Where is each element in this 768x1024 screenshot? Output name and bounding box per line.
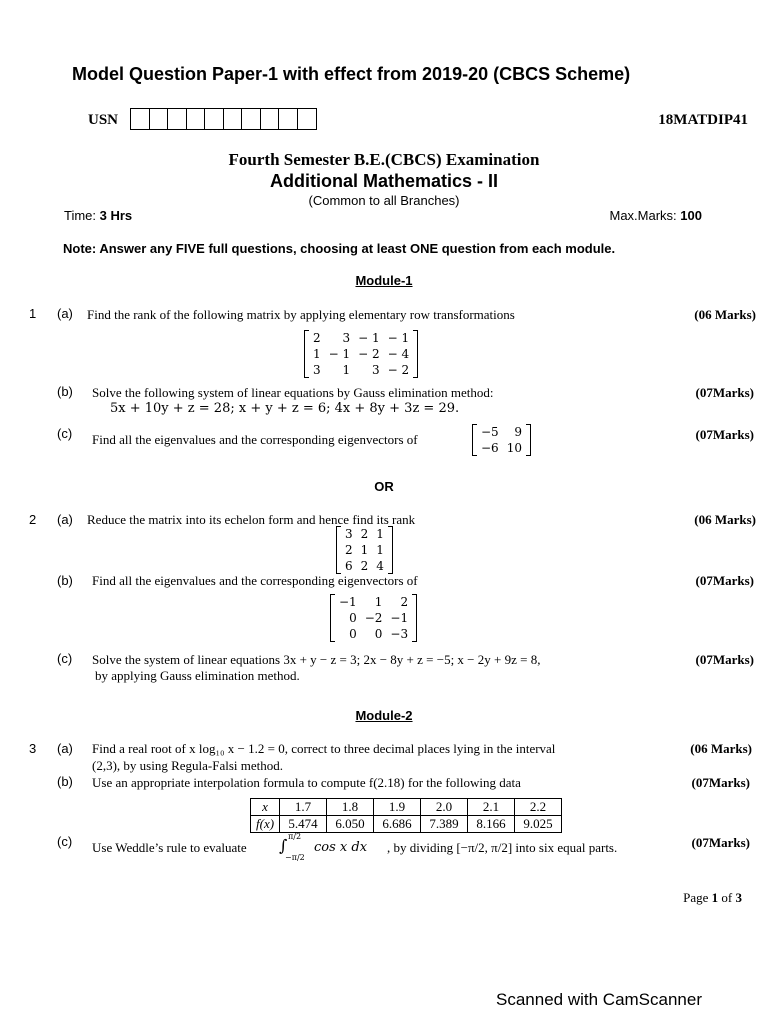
part-label: (b) [57,573,73,588]
table-header-x: x [251,799,280,816]
usn-box [168,109,187,129]
integral-sign: ∫ [279,836,288,855]
question-number: 3 [29,741,37,756]
marks-label: (07Marks) [691,775,750,790]
question-text: Find the rank of the following matrix by applying elementary row transformations [87,307,515,322]
table-cell-fx: 6.686 [374,816,421,833]
semester-heading: Fourth Semester B.E.(CBCS) Examination [228,150,540,169]
table-cell-x: 2.2 [515,799,562,816]
matrix-entry: 2 [400,595,409,609]
matrix-entry: 1 [360,543,369,557]
common-note: (Common to all Branches) [308,193,460,208]
matrix-entry: 6 [345,559,353,573]
question-text: Use an appropriate interpolation formula to compute f(2.18) for the following data [92,775,521,790]
matrix-entry: 9 [514,425,522,439]
table-cell-x: 2.0 [421,799,468,816]
question-text: Find all the eigenvalues and the corresponding eigenvectors of [92,432,418,447]
usn-box [131,109,150,129]
matrix-entry: −5 [481,425,499,439]
question-text: Solve the system of linear equations 3x + y − z = 3; 2x − 8y + z = −5; x − 2y + 9z = 8, [92,652,541,667]
usn-boxes [130,108,317,130]
usn-box [150,109,169,129]
matrix-entry: 3 [372,363,380,377]
integral-upper-limit: π/2 [288,832,302,841]
table-cell-fx: 8.166 [468,816,515,833]
subject-code: 18MATDIP41 [658,112,748,128]
question-number: 2 [29,512,37,527]
table-cell-fx: 9.025 [515,816,562,833]
marks-label: (06 Marks) [690,741,752,756]
part-label: (c) [57,834,73,849]
matrix-entry: − 2 [387,363,410,377]
question-number: 1 [29,306,37,321]
question-text: Use Weddle’s rule to evaluate [92,840,247,855]
marks-label: (07Marks) [695,427,754,442]
matrix-entry: 3 [342,331,351,345]
marks-label: (07Marks) [695,385,754,400]
matrix-entry: 2 [345,543,353,557]
table-cell-x: 1.7 [280,799,327,816]
marks-label: (07Marks) [691,835,750,850]
usn-box [279,109,298,129]
question-text: Solve the following system of linear equations by Gauss elimination method: [92,385,494,400]
question-text-cont: , by dividing [−π/2, π/2] into six equal parts. [387,840,618,855]
matrix-q2b [330,594,417,642]
part-label: (a) [57,741,73,756]
time-allowed: Time: 3 Hrs [64,208,133,223]
table-cell-x: 2.1 [468,799,515,816]
usn-box [187,109,206,129]
matrix-entry: 2 [360,527,369,541]
part-label: (a) [57,512,73,527]
module-1-heading: Module-1 [355,273,413,288]
table-cell-x: 1.9 [374,799,421,816]
matrix-entry: −1 [390,611,409,625]
question-text-cont: by applying Gauss elimination method. [95,668,300,683]
matrix-entry: − 1 [387,331,410,345]
matrix-entry: − 1 [358,331,380,345]
matrix-entry: 1 [376,543,384,557]
table-cell-x: 1.8 [327,799,374,816]
instruction-note: Note: Answer any FIVE full questions, choosing at least ONE question from each module. [63,241,616,256]
marks-label: (07Marks) [695,573,754,588]
matrix-entry: 4 [376,559,384,573]
question-text: Find all the eigenvalues and the corresponding eigenvectors of [92,573,418,588]
usn-box [205,109,224,129]
usn-label: USN [88,112,119,128]
matrix-entry: 0 [349,627,357,641]
matrix-entry: 1 [374,595,383,609]
question-text-cont: (2,3), by using Regula-Falsi method. [92,758,284,773]
matrix-entry: −3 [390,627,409,641]
matrix-q1c [472,424,531,456]
question-text: Find a real root of x log₁₀ x − 1.2 = 0, correct to three decimal places lying in the interval [92,741,556,756]
part-label: (c) [57,651,73,666]
max-marks: Max.Marks: 100 [609,208,702,223]
subject-title: Additional Mathematics - II [269,171,499,191]
usn-box [242,109,261,129]
table-header-fx: f(x) [251,816,280,833]
part-label: (c) [57,426,73,441]
matrix-entry: 10 [506,441,522,455]
marks-label: (07Marks) [695,652,754,667]
matrix-entry: 2 [313,331,321,345]
part-label: (a) [57,306,73,321]
scanner-watermark: Scanned with CamScanner [496,990,703,1009]
matrix-entry: 3 [313,363,321,377]
marks-label: (06 Marks) [694,307,756,322]
matrix-entry: 1 [376,527,384,541]
matrix-entry: 1 [313,347,321,361]
part-label: (b) [57,384,73,399]
matrix-entry: 3 [345,527,353,541]
matrix-entry: 0 [374,627,383,641]
matrix-entry: − 2 [358,347,380,361]
table-cell-fx: 7.389 [421,816,468,833]
matrix-entry: − 1 [328,347,351,361]
matrix-entry: −2 [364,611,383,625]
table-cell-fx: 6.050 [327,816,374,833]
or-separator: OR [374,479,394,494]
page-number: Page 1 of 3 [683,890,742,905]
marks-label: (06 Marks) [694,512,756,527]
interpolation-table [250,798,562,833]
usn-box [224,109,243,129]
paper-title: Model Question Paper-1 with effect from 2019-20 (CBCS Scheme) [72,64,631,84]
matrix-q2a [336,526,393,574]
equation: 5x + 10y + z = 28; x + y + z = 6; 4x + 8y + 3z = 29. [110,401,460,416]
integrand: cos x dx [314,840,368,855]
matrix-entry: − 4 [387,347,410,361]
usn-box [298,109,317,129]
question-text: Reduce the matrix into its echelon form and hence find its rank [87,512,416,527]
matrix-entry: −6 [481,441,499,455]
part-label: (b) [57,774,73,789]
table-cell-fx: 5.474 [280,816,327,833]
matrix-entry: 2 [360,559,369,573]
matrix-entry: −1 [339,595,357,609]
integral-lower-limit: −π/2 [285,853,305,862]
matrix-entry: 1 [342,363,351,377]
module-2-heading: Module-2 [355,708,413,723]
matrix-q1a [304,330,418,378]
matrix-entry: 0 [349,611,357,625]
usn-box [261,109,280,129]
